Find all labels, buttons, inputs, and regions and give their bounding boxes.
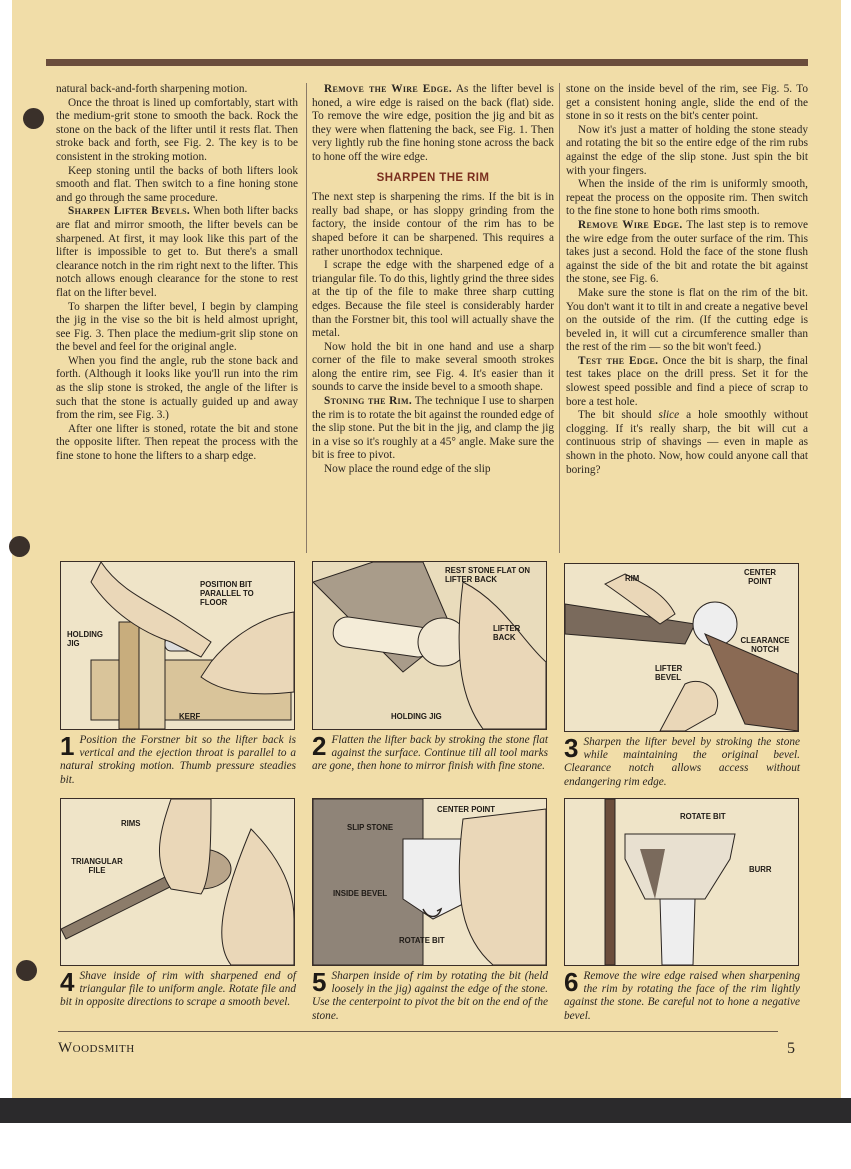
paragraph: Stoning the Rim. The technique I use to sharpen the rim is to rotate the bit against the rounded edge of the slip stone. Put the bit in the jig, and clamp the jig in a vise so it's roughly at a 45° angle. Make sure the bit is free to pivot.	[312, 395, 555, 462]
label-center-point: CENTER POINT	[437, 805, 496, 814]
label-rotate-bit: ROTATE BIT	[399, 936, 445, 945]
run-in-head: Remove Wire Edge.	[578, 218, 683, 231]
paragraph: To sharpen the lifter bevel, I begin by clamping the jig in the vise so the bit is held almost upright, see Fig. 3. Then place the medium-grit slip stone on the bevel and feel for the original angle.	[56, 300, 298, 354]
figure-number: 4	[60, 967, 75, 997]
figure-number: 6	[564, 967, 579, 997]
binder-hole-bottom	[16, 960, 37, 981]
paragraph: Keep stoning until the backs of both lifters look smooth and flat. Then switch to a fine honing stone and go through the same procedure.	[56, 164, 298, 204]
label-rims: RIMS	[121, 819, 141, 828]
label-rotate-bit: ROTATE BIT	[680, 812, 726, 821]
label-triangular-file: TRIANGULAR FILE	[71, 857, 123, 875]
publication-name: Woodsmith	[58, 1040, 135, 1056]
paragraph: natural back-and-forth sharpening motion.	[56, 83, 248, 95]
run-in-head: Sharpen Lifter Bevels.	[68, 205, 190, 218]
scan-bottom-band	[0, 1098, 851, 1123]
paragraph: When you find the angle, rub the stone back and forth. (Although it looks like you'll run into the rim as the slip stone is stroked, the angle of the lifter is such that the stone is actually guided up and away from the rim, see Fig. 3.)	[56, 354, 298, 422]
paragraph: Remove Wire Edge. The last step is to remove the wire edge from the outer surface of the rim. This takes just a second. Hold the face of the stone flush against the side of the bit and rotate the bit against the stone, see Fig. 6.	[566, 218, 808, 286]
figure-number: 3	[564, 733, 579, 763]
figure-2-caption: 2 Flatten the lifter back by stroking the stone flat against the surface. Continue till all tool marks are gone, then hone to mirror finish with fine stone.	[312, 731, 548, 773]
paragraph: I scrape the edge with the sharpened edge of a triangular file. To do this, lightly grind the three sides at the tip of the file to make three sharp cutting edges. Because the file steel is considerably harder than the Forstner bit, this tool will actually shave the metal.	[312, 259, 554, 340]
label-rim: RIM	[625, 574, 640, 583]
stone-on-lifter-back-drawing	[313, 562, 546, 729]
figure-number: 2	[312, 731, 327, 761]
label-holding-jig: HOLDING JIG	[391, 712, 442, 721]
paragraph: Now place the round edge of the slip	[324, 463, 491, 476]
figure-3-caption: 3 Sharpen the lifter bevel by stroking the stone while maintaining the original bevel. Clearance notch allows access without endangering rim edge.	[564, 733, 800, 788]
paragraph: Once the throat is lined up comfortably, start with the medium-grit stone to smooth the back. Rock the stone on the back of the lifter until it rests flat. Then stroke back and forth, see Fig. 2. The key is to be consistent in the stroking motion.	[56, 96, 298, 163]
binder-hole-top	[23, 108, 44, 129]
paragraph: Sharpen Lifter Bevels. When both lifter backs are flat and mirror smooth, the lifter bevels can be sharpened. At first, it may look like this part of the lifter is impossible to get to. But there's a small clearance notch in the rim right next to the lifter. This notch allows enough clearance for the stone to rest flat on the lifter bevel.	[56, 205, 298, 299]
triangular-file-drawing	[61, 799, 294, 965]
paragraph: Make sure the stone is flat on the rim of the bit. You don't want it to tilt in and create a negative bevel on the outside of the rim. (If the cutting edge is beveled in, it will cut a circumference smaller than the rest of the rim — so the bit won't feed.)	[566, 286, 808, 354]
paragraph: When the inside of the rim is uniformly smooth, repeat the process on the opposite rim. Then switch to the fine stone to hone both rims smooth.	[566, 178, 808, 218]
paragraph: The bit should slice a hole smoothly without clogging. If it's really sharp, the bit will cut a continuous strip of shavings — even in maple as shown in the photo. Now, how could anyone call that boring?	[566, 409, 808, 476]
run-in-head: Test the Edge.	[578, 354, 659, 367]
figure-6-illustration	[564, 798, 799, 966]
label-lifter-back: LIFTER BACK	[493, 624, 521, 642]
paragraph: The next step is sharpening the rims. If the bit is in really bad shape, or has sloppy grinding from the factory, the inside contour of the rim has to be shaped before it can be sharpened. This requires a rather unorthodox technique.	[312, 191, 554, 258]
label-kerf: KERF	[179, 712, 201, 721]
label-rest-stone: REST STONE FLAT ON LIFTER BACK	[445, 566, 531, 584]
top-rule	[46, 59, 808, 66]
figure-2-illustration	[312, 561, 547, 730]
figure-6-caption: 6 Remove the wire edge raised when sharpening the rim by rotating the face of the rim lightly against the stone. Be careful not to hone a negative bevel.	[564, 967, 800, 1022]
paragraph: Remove the Wire Edge. As the lifter bevel is honed, a wire edge is raised on the back (flat) side. To remove the wire edge, position the jig and bit as they were when flattening the back, see Fig. 1. Then very lightly rub the fine honing stone across the back to hone off the wire edge.	[312, 83, 554, 163]
text-column-2	[312, 83, 554, 477]
paragraph: Test the Edge. Once the bit is sharp, the final test takes place on the drill press. Set it for the slowest speed possible and find a piece of scrap to bore a test hole.	[566, 354, 808, 408]
figure-5-caption: 5 Sharpen inside of rim by rotating the bit (held loosely in the jig) against the edge of the stone. Use the centerpoint to pivot the bit on the end of the stone.	[312, 967, 548, 1022]
run-in-head: Stoning the Rim.	[324, 395, 412, 408]
text-column-3	[566, 83, 808, 477]
footer-rule	[58, 1031, 778, 1032]
figure-number: 5	[312, 967, 327, 997]
run-in-head: Remove the Wire Edge.	[324, 83, 452, 95]
label-holding-jig: HOLDING JIG	[67, 630, 103, 648]
figure-1-caption: 1 Position the Forstner bit so the lifter back is vertical and the ejection throat is parallel to a natural stroking motion. Thumb pressure steadies bit.	[60, 731, 296, 786]
figure-1-illustration	[60, 561, 295, 730]
remove-burr-drawing	[565, 799, 798, 965]
column-divider	[559, 83, 560, 553]
paragraph: stone on the inside bevel of the rim, see Fig. 5. To get a consistent honing angle, slide the end of the stone in so it rests on the bit's center point.	[566, 83, 808, 123]
section-heading: SHARPEN THE RIM	[376, 171, 490, 184]
paragraph: Now hold the bit in one hand and use a sharp corner of the file to make several smooth strokes along the entire rim, see Fig. 4. It's easier than it sounds to carve the inside bevel to a smooth shape.	[312, 340, 554, 394]
figure-4-illustration	[60, 798, 295, 966]
figure-3-illustration	[564, 563, 799, 732]
label-burr: BURR	[749, 865, 772, 874]
text-column-1	[56, 83, 298, 464]
page-number: 5	[787, 1040, 795, 1057]
label-center-point: CENTER POINT	[743, 568, 777, 586]
figure-5-illustration	[312, 798, 547, 966]
figure-number: 1	[60, 731, 75, 761]
label-clearance-notch: CLEARANCE NOTCH	[740, 636, 790, 654]
paragraph: After one lifter is stoned, rotate the bit and stone the opposite lifter. Then repeat the process with the fine stone to hone the lifters to a sharp edge.	[56, 422, 298, 463]
paragraph: Now it's just a matter of holding the stone steady and rotating the bit so the entire edge of the rim rubs against the edge of the slip stone. Just spin the bit with your fingers.	[566, 123, 808, 177]
label-position-bit: POSITION BIT PARALLEL TO FLOOR	[200, 580, 254, 607]
label-lifter-bevel: LIFTER BEVEL	[655, 664, 683, 682]
label-inside-bevel: INSIDE BEVEL	[333, 889, 388, 898]
binder-hole-middle	[9, 536, 30, 557]
label-slip-stone: SLIP STONE	[347, 823, 394, 832]
column-divider	[306, 83, 307, 553]
figure-4-caption: 4 Shave inside of rim with sharpened end of triangular file to uniform angle. Rotate file and bit in opposite directions to scrape a smooth bevel.	[60, 967, 296, 1009]
